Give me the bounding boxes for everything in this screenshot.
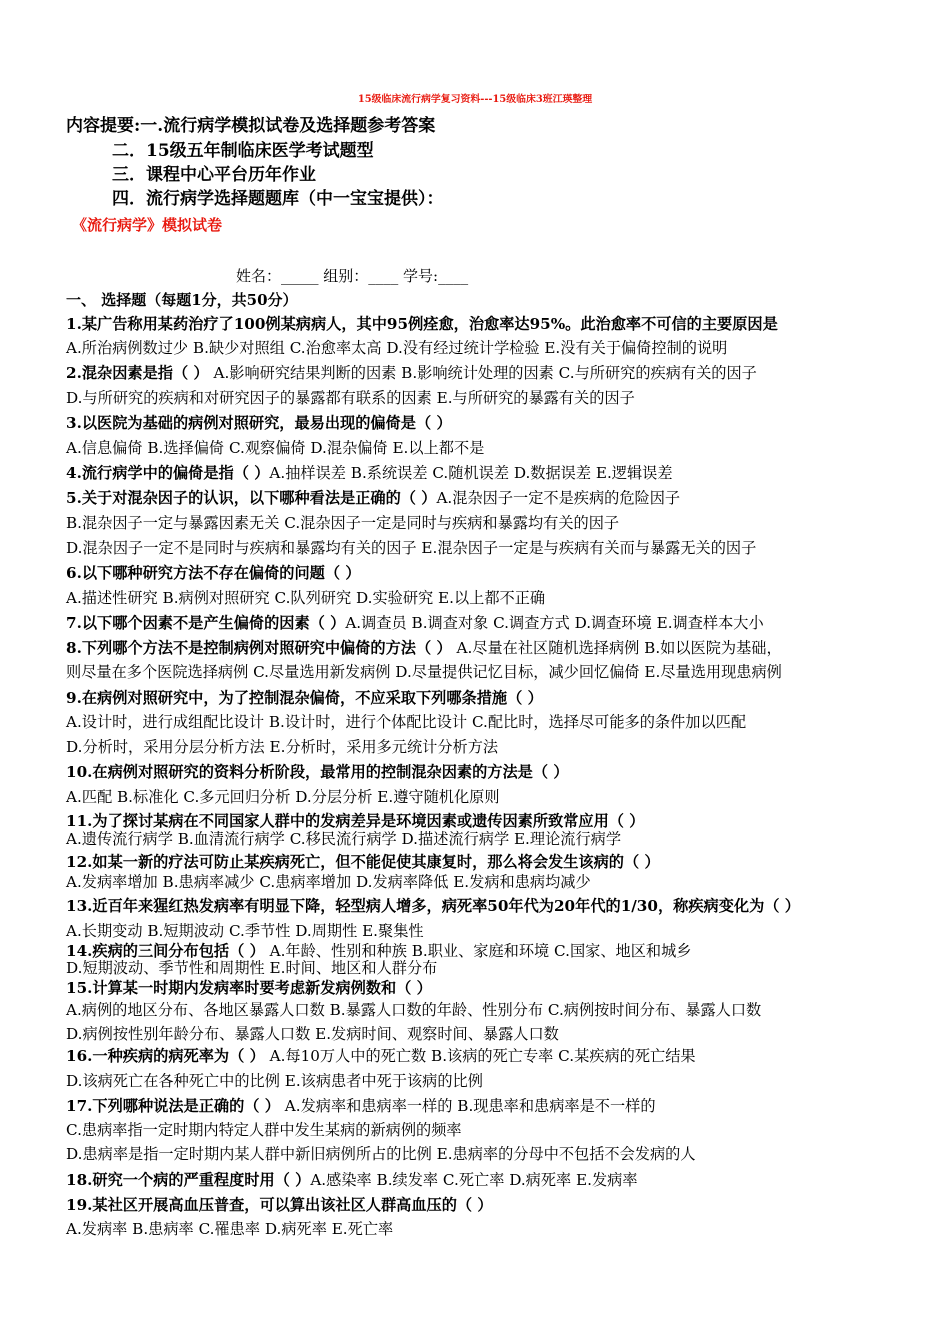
options-text: A.长期变动 B.短期波动 C.季节性 D.周期性 E.聚集性 (66, 922, 424, 940)
inline-options-text: A.混杂因子一定不是疾病的危险因子 (436, 489, 681, 507)
contents-summary-line-2: 二．15级五年制临床医学考试题型 (112, 141, 374, 161)
question-text: 11.为了探讨某病在不同国家人群中的发病差异是环境因素或遗传因素所致常应用（ ） (66, 812, 645, 830)
contents-summary-line-3: 三．课程中心平台历年作业 (112, 165, 316, 185)
answer-options (66, 513, 619, 533)
options-text: A.发病率 B.患病率 C.罹患率 D.病死率 E.死亡率 (66, 1220, 394, 1238)
question-stem (66, 811, 644, 831)
answer-options (66, 787, 500, 807)
options-text: D.短期波动、季节性和周期性 E.时间、地区和人群分布 (66, 959, 438, 977)
question-text: 2.混杂因素是指（ ） (66, 364, 209, 382)
answer-options (66, 921, 424, 941)
answer-options (66, 712, 746, 732)
question-text: 1.某广告称用某药治疗了100例某病病人，其中95例痊愈，治愈率达95%。此治愈率不可信的主要原因是 (66, 315, 778, 333)
answer-options (66, 872, 591, 892)
question-text: 7.以下哪个因素不是产生偏倚的因素（ ） (66, 614, 346, 632)
inline-options-text: A.感染率 B.续发率 C.死亡率 D.病死率 E.发病率 (310, 1171, 638, 1189)
answer-options (66, 662, 782, 682)
question-text: 15.计算某一时期内发病率时要考虑新发病例数和（ ） (66, 979, 432, 997)
question-stem (66, 1195, 493, 1215)
question-text: 13.近百年来猩红热发病率有明显下降，轻型病人增多，病死率50年代为20年代的1/30，称疾病变化为（ ） (66, 897, 800, 915)
inline-options-text: A.影响研究结果判断的因素 B.影响统计处理的因素 C.与所研究的疾病有关的因子 (208, 364, 757, 382)
answer-options (66, 388, 635, 408)
question-stem (66, 1046, 696, 1066)
options-text: D.该病死亡在各种死亡中的比例 E.该病患者中死于该病的比例 (66, 1072, 483, 1090)
options-text: D.病例按性别年龄分布、暴露人口数 E.发病时间、观察时间、暴露人口数 (66, 1025, 559, 1043)
options-text: D.分析时，采用分层分析方法 E.分析时，采用多元统计分析方法 (66, 738, 499, 756)
student-info-line: 姓名：_____ 组别：____ 学号:____ (236, 267, 469, 285)
question-stem (66, 463, 673, 483)
answer-options (66, 588, 545, 608)
question-stem (66, 852, 660, 872)
question-text: 5.关于对混杂因子的认识，以下哪种看法是正确的（ ） (66, 489, 437, 507)
answer-options (66, 438, 484, 458)
question-text: 19.某社区开展高血压普查，可以算出该社区人群高血压的（ ） (66, 1196, 493, 1214)
answer-options (66, 1144, 696, 1164)
question-stem (66, 762, 569, 782)
options-text: D.混杂因子一定不是同时与疾病和暴露均有关的因子 E.混杂因子一定是与疾病有关而与暴露无关的因子 (66, 539, 757, 557)
question-text: 16.一种疾病的病死率为（ ） (66, 1047, 265, 1065)
document-title: 15级临床流行病学复习资料---15级临床3班江瑛整理 (357, 94, 593, 105)
inline-options-text: A.尽量在社区随机选择病例 B.如以医院为基础， (451, 639, 782, 657)
options-text: A.描述性研究 B.病例对照研究 C.队列研究 D.实验研究 E.以上都不正确 (66, 589, 546, 607)
inline-options-text: A.年龄、性别和种族 B.职业、家庭和环境 C.国家、地区和城乡 (264, 942, 692, 960)
question-stem (66, 978, 432, 998)
question-stem (66, 613, 764, 633)
question-text: 18.研究一个病的严重程度时用（ ） (66, 1171, 311, 1189)
options-text: A.所治病例数过少 B.缺少对照组 C.治愈率太高 D.没有经过统计学检验 E.没有关于偏倚控制的说明 (66, 339, 728, 357)
options-text: C.患病率指一定时期内特定人群中发生某病的新病例的频率 (66, 1121, 462, 1139)
options-text: A.设计时，进行成组配比设计 B.设计时，进行个体配比设计 C.配比时，选择尽可能多的条件加以匹配 (66, 713, 747, 731)
question-stem (66, 688, 543, 708)
question-stem (66, 1170, 638, 1190)
inline-options-text: A.抽样误差 B.系统误差 C.随机误差 D.数据误差 E.逻辑误差 (269, 464, 673, 482)
inline-options-text: A.每10万人中的死亡数 B.该病的死亡专率 C.某疾病的死亡结果 (264, 1047, 696, 1065)
question-text: 10.在病例对照研究的资料分析阶段，最常用的控制混杂因素的方法是（ ） (66, 763, 569, 781)
answer-options (66, 1000, 761, 1020)
options-text: A.病例的地区分布、各地区暴露人口数 B.暴露人口数的年龄、性别分布 C.病例按时间分布、暴露人口数 (66, 1001, 762, 1019)
options-text: A.遗传流行病学 B.血清流行病学 C.移民流行病学 D.描述流行病学 E.理论流行病学 (66, 830, 622, 848)
question-stem (66, 363, 757, 383)
options-text: 则尽量在多个医院选择病例 C.尽量选用新发病例 D.尽量提供记忆目标，减少回忆偏倚 E.尽量选用现患病例 (66, 663, 782, 681)
inline-options-text: A.调查员 B.调查对象 C.调查方式 D.调查环境 E.调查样本大小 (345, 614, 764, 632)
question-stem (66, 314, 778, 334)
question-text: 12.如某一新的疗法可防止某疾病死亡，但不能促使其康复时，那么将会发生该病的（ ） (66, 853, 660, 871)
answer-options (66, 958, 437, 978)
question-stem (66, 413, 452, 433)
inline-options-text: A.发病率和患病率一样的 B.现患率和患病率是不一样的 (279, 1097, 656, 1115)
answer-options (66, 538, 756, 558)
section-heading: 一、 选择题（每题1分，共50分） (66, 291, 298, 309)
options-text: D.患病率是指一定时期内某人群中新旧病例所占的比例 E.患病率的分母中不包括不会发病的人 (66, 1145, 696, 1163)
question-text: 4.流行病学中的偏倚是指（ ） (66, 464, 270, 482)
question-text: 6.以下哪种研究方法不存在偏倚的问题（ ） (66, 564, 361, 582)
options-text: B.混杂因子一定与暴露因素无关 C.混杂因子一定是同时与疾病和暴露均有关的因子 (66, 514, 620, 532)
answer-options (66, 737, 498, 757)
question-stem (66, 896, 800, 916)
answer-options (66, 1071, 483, 1091)
contents-summary-line-4: 四．流行病学选择题题库（中一宝宝提供）： (112, 189, 444, 209)
contents-summary-line-1: 内容提要:一.流行病学模拟试卷及选择题参考答案 (66, 116, 436, 136)
question-text: 9.在病例对照研究中，为了控制混杂偏倚，不应采取下列哪条措施（ ） (66, 689, 543, 707)
question-text: 8.下列哪个方法不是控制病例对照研究中偏倚的方法（ ） (66, 639, 452, 657)
answer-options (66, 338, 727, 358)
question-stem (66, 563, 361, 583)
question-text: 3.以医院为基础的病例对照研究，最易出现的偏倚是（ ） (66, 414, 452, 432)
question-text: 17.下列哪种说法是正确的（ ） (66, 1097, 280, 1115)
question-stem (66, 638, 782, 658)
options-text: A.发病率增加 B.患病率减少 C.患病率增加 D.发病率降低 E.发病和患病均减少 (66, 873, 591, 891)
options-text: A.匹配 B.标准化 C.多元回归分析 D.分层分析 E.遵守随机化原则 (66, 788, 500, 806)
question-text: 14.疾病的三间分布包括（ ） (66, 942, 265, 960)
options-text: A.信息偏倚 B.选择偏倚 C.观察偏倚 D.混杂偏倚 E.以上都不是 (66, 439, 485, 457)
answer-options (66, 1024, 559, 1044)
answer-options (66, 1219, 393, 1239)
question-stem (66, 1096, 656, 1116)
exam-title: 《流行病学》模拟试卷 (72, 216, 223, 234)
answer-options (66, 829, 621, 849)
answer-options (66, 1120, 462, 1140)
options-text: D.与所研究的疾病和对研究因子的暴露都有联系的因素 E.与所研究的暴露有关的因子 (66, 389, 635, 407)
question-stem (66, 488, 680, 508)
